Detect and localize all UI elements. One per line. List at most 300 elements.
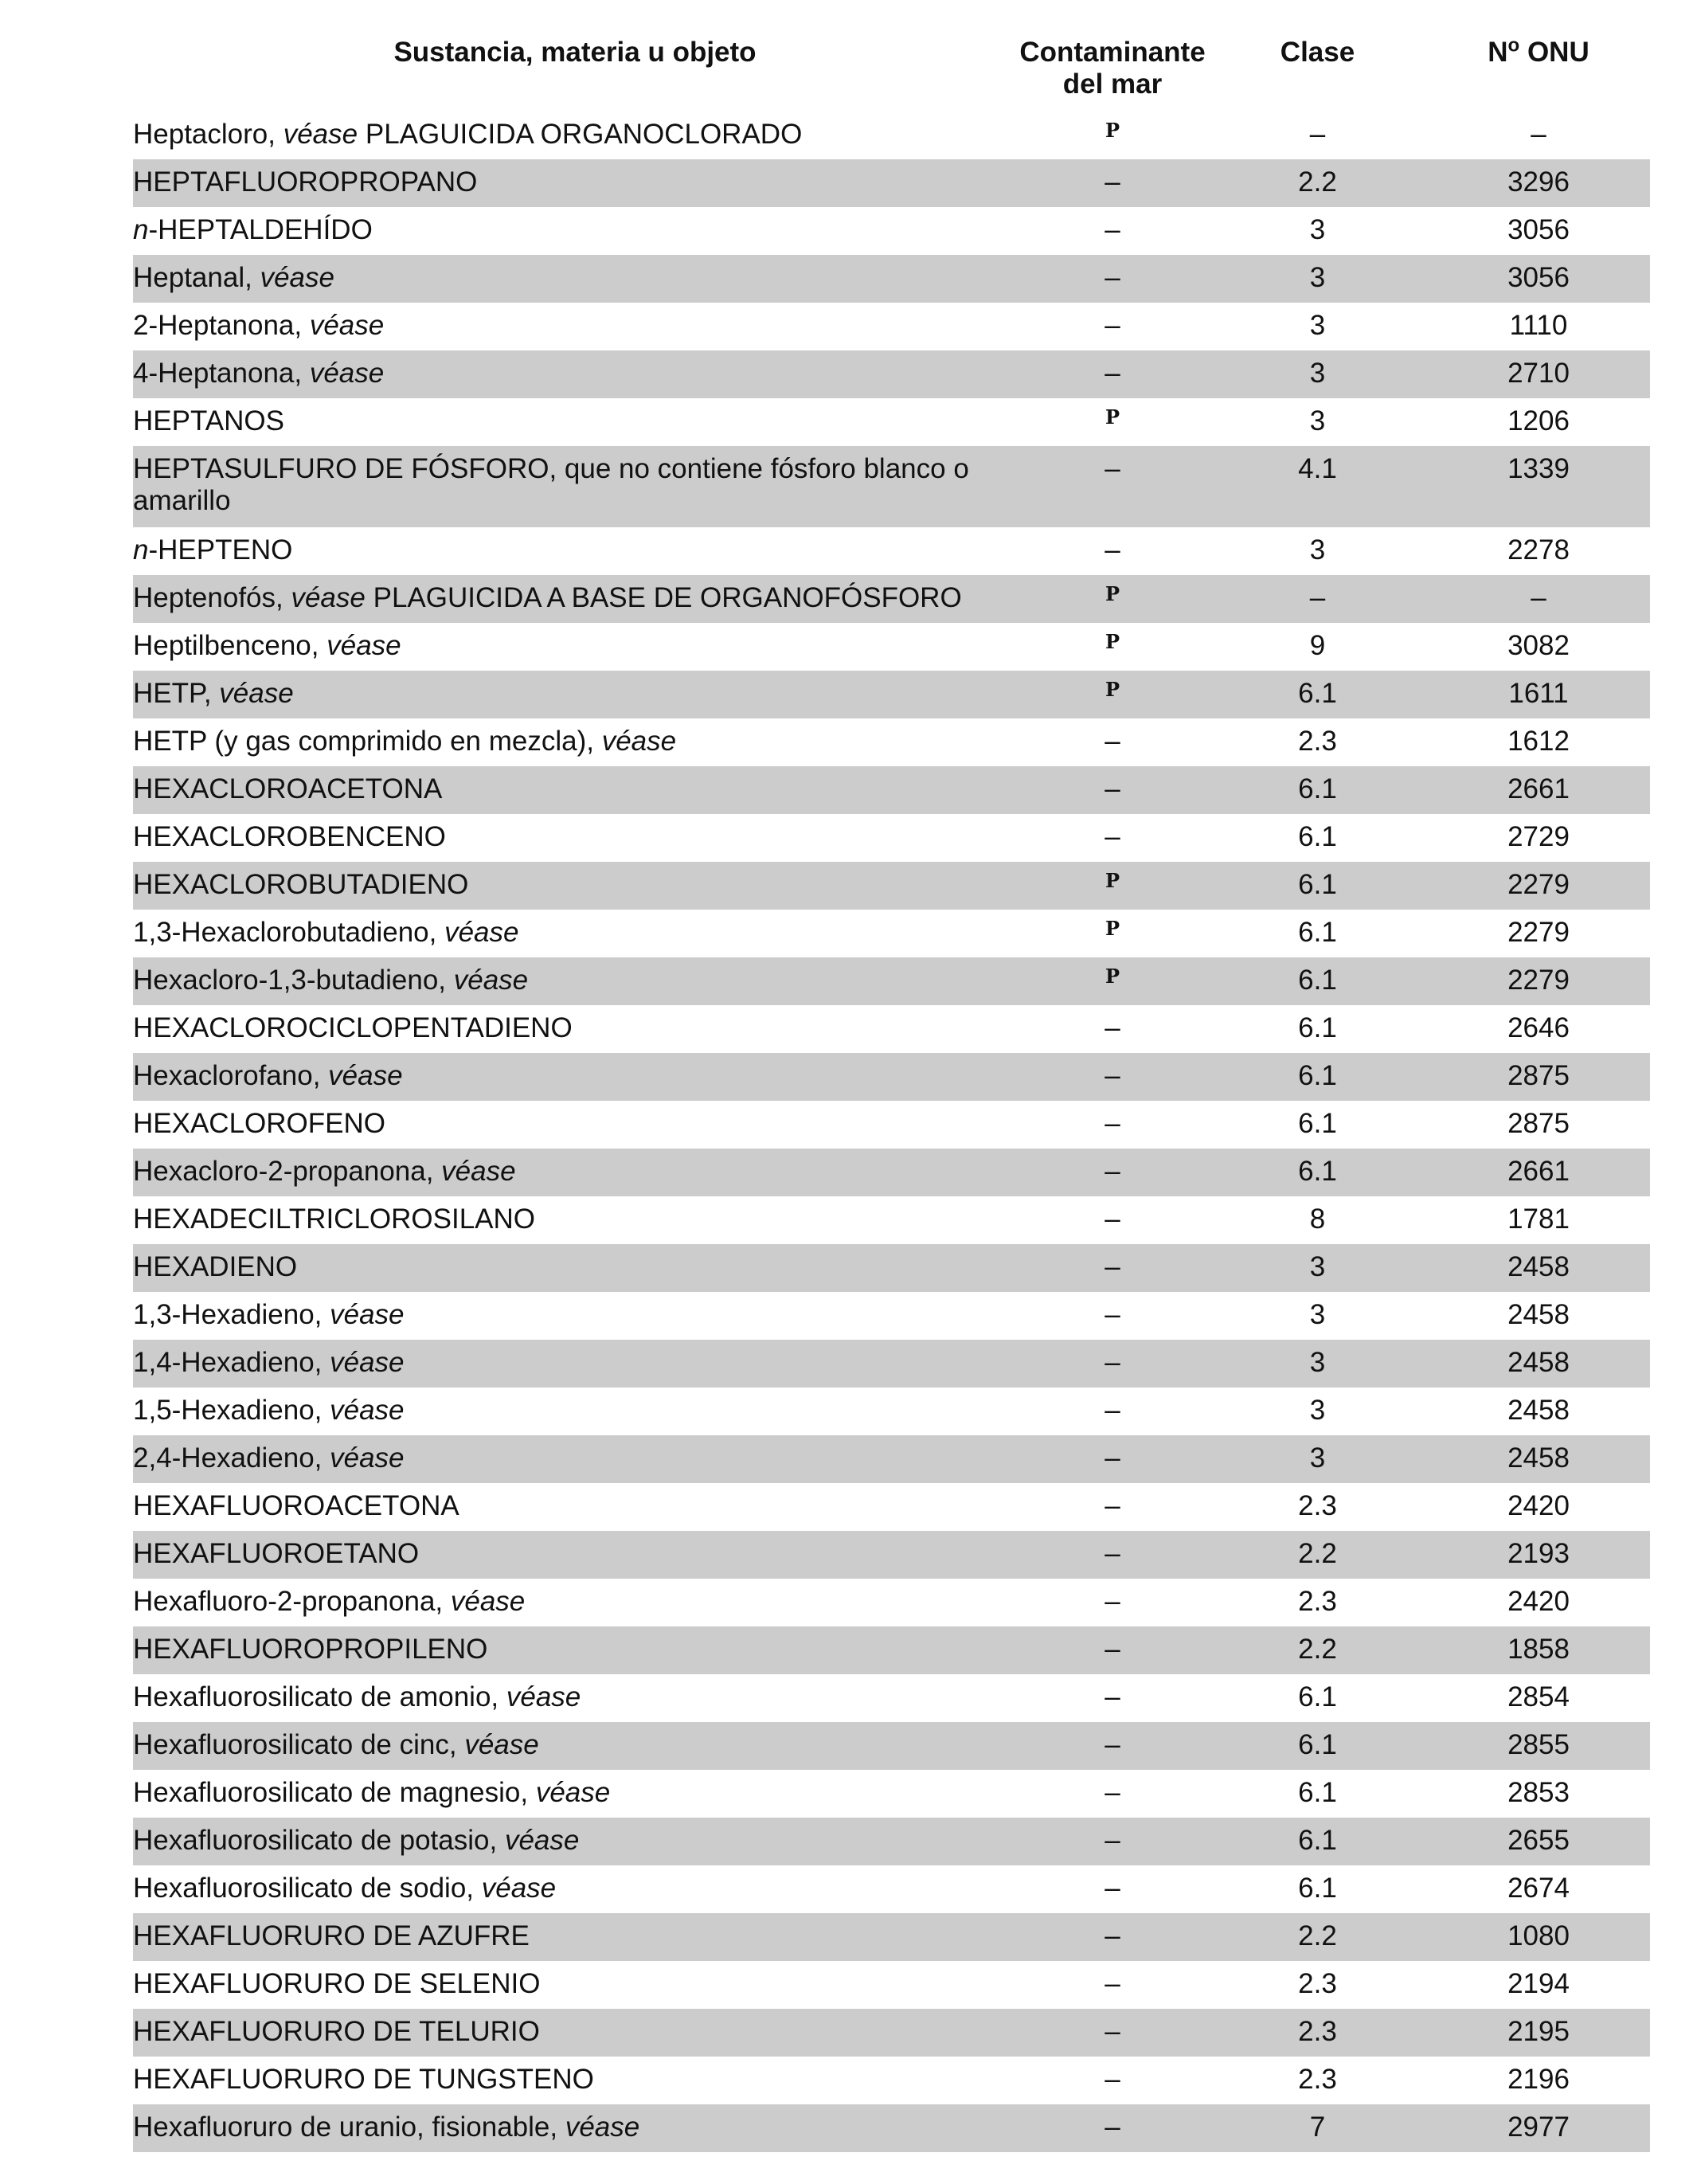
cell-class: 8 [1309,1204,1326,1235]
cell-substance-italic: véase [441,1156,516,1187]
cell-substance-text: HEXAFLUOROETANO [133,1538,420,1569]
cell-substance [133,623,1017,662]
cell-substance-italic: véase [260,262,334,293]
marine-pollutant-mark: – [1105,262,1120,293]
cell-substance [133,1913,1017,1952]
cell-un-number: 2196 [1507,2064,1570,2095]
cell-class: 2.3 [1298,726,1337,757]
cell-substance [133,1244,1017,1283]
cell-substance-italic: véase [291,582,366,613]
cell-un-number: 3296 [1507,166,1570,198]
cell-substance [133,862,1017,901]
cell-class: 3 [1309,1299,1326,1330]
marine-pollutant-mark: P [1105,678,1120,701]
cell-un-number: 2420 [1507,1586,1570,1617]
table-row [133,1626,1650,1674]
cell-class: 6.1 [1298,773,1337,804]
cell-class: 6.1 [1298,1825,1337,1856]
cell-un-number: 2977 [1507,2112,1570,2143]
cell-un-number: 2875 [1507,1108,1570,1139]
cell-substance-text: HEXACLOROBENCENO [133,821,446,852]
cell-class: 2.3 [1298,1586,1337,1617]
cell-substance [133,1961,1017,2000]
table-row [133,2104,1650,2152]
marine-pollutant-mark: – [1105,166,1120,198]
table-row [133,398,1650,446]
cell-marine-pollutant [1017,766,1208,805]
marine-pollutant-mark: – [1105,2064,1120,2095]
cell-substance-italic: véase [506,1681,581,1712]
cell-substance-italic: n [133,534,149,566]
cell-substance-text: HEXAFLUOROACETONA [133,1490,459,1521]
cell-substance [133,527,1017,566]
cell-substance-text: -HEPTENO [148,534,293,566]
cell-un-number: – [1531,119,1546,150]
cell-marine-pollutant [1017,159,1208,198]
cell-marine-pollutant [1017,1913,1208,1952]
cell-marine-pollutant [1017,1722,1208,1761]
cell-marine-pollutant [1017,1961,1208,2000]
cell-class: 6.1 [1298,965,1337,996]
table-row [133,1579,1650,1626]
cell-class: 2.2 [1298,166,1337,198]
cell-substance-italic: véase [219,678,294,709]
cell-substance [133,1818,1017,1857]
cell-marine-pollutant [1017,1388,1208,1427]
cell-un-number: 2458 [1507,1251,1570,1282]
table-row [133,350,1650,398]
marine-pollutant-mark: – [1105,2016,1120,2047]
table-row [133,303,1650,350]
cell-substance-text: HEXACLOROFENO [133,1108,385,1139]
table-row [133,957,1650,1005]
marine-pollutant-mark: – [1105,1442,1120,1474]
cell-substance-text: Hexafluorosilicato de sodio, [133,1873,482,1904]
cell-marine-pollutant [1017,1531,1208,1570]
table-row [133,1101,1650,1149]
cell-substance-text: 1,3-Hexadieno, [133,1299,330,1330]
marine-pollutant-mark: – [1105,1825,1120,1856]
cell-substance-text: HEXACLOROCICLOPENTADIENO [133,1012,573,1043]
cell-substance-text: PLAGUICIDA A BASE DE ORGANOFÓSFORO [365,582,962,613]
cell-un-number: 2646 [1507,1012,1570,1043]
cell-substance-italic: véase [326,630,401,661]
cell-substance [133,1435,1017,1474]
cell-class: – [1309,119,1326,150]
cell-substance [133,1865,1017,1904]
cell-un-number: 2655 [1507,1825,1570,1856]
header-un-number [1427,0,1650,112]
cell-class: 3 [1309,405,1326,436]
cell-class: 3 [1309,310,1326,341]
cell-substance [133,159,1017,198]
cell-substance [133,2057,1017,2096]
cell-substance [133,957,1017,996]
header-un-sup: o [1507,34,1520,57]
table-row [133,1865,1650,1913]
cell-class: 3 [1309,358,1326,389]
cell-substance-text: Hexaclorofano, [133,1060,329,1091]
cell-substance-text: HEPTAFLUOROPROPANO [133,166,478,198]
cell-un-number: – [1531,582,1546,613]
cell-substance-text: Heptanal, [133,262,260,293]
cell-marine-pollutant [1017,1244,1208,1283]
cell-substance [133,1340,1017,1379]
cell-substance [133,718,1017,757]
marine-pollutant-mark: – [1105,1777,1120,1808]
cell-un-number: 1858 [1507,1634,1570,1665]
cell-marine-pollutant [1017,207,1208,246]
cell-marine-pollutant [1017,303,1208,342]
cell-substance [133,207,1017,246]
cell-substance-italic: véase [450,1586,526,1617]
cell-marine-pollutant [1017,398,1208,440]
marine-pollutant-mark: – [1105,2112,1120,2143]
table-row [133,575,1650,623]
header-marine-pollutant: Contaminante del mar [1019,37,1206,100]
table-row [133,2057,1650,2104]
cell-substance [133,1770,1017,1809]
cell-substance-text: HEPTANOS [133,405,284,436]
cell-un-number: 2458 [1507,1347,1570,1378]
cell-marine-pollutant [1017,623,1208,664]
table-row [133,159,1650,207]
cell-substance-text: Hexacloro-2-propanona, [133,1156,442,1187]
cell-class: 2.2 [1298,1920,1337,1951]
cell-substance [133,1005,1017,1044]
cell-substance [133,671,1017,710]
cell-marine-pollutant [1017,1292,1208,1331]
table-row [133,623,1650,671]
cell-class: 3 [1309,1442,1326,1474]
cell-class: 6.1 [1298,1681,1337,1712]
cell-un-number: 2279 [1507,869,1570,900]
cell-class: 6.1 [1298,1156,1337,1187]
cell-marine-pollutant [1017,255,1208,294]
cell-substance [133,814,1017,853]
cell-substance-text: Hexacloro-1,3-butadieno, [133,965,454,996]
cell-substance-text: -HEPTALDEHÍDO [148,214,373,245]
cell-substance-italic: véase [444,917,519,948]
marine-pollutant-mark: P [1105,965,1120,988]
cell-un-number: 1110 [1509,310,1568,341]
table-row [133,1531,1650,1579]
cell-substance-text: Hexafluorosilicato de cinc, [133,1729,465,1760]
cell-un-number: 2194 [1507,1968,1570,1999]
cell-un-number: 1206 [1507,405,1570,436]
cell-substance-italic: véase [330,1347,405,1378]
cell-substance-text: 4-Heptanona, [133,358,310,389]
cell-un-number: 2458 [1507,1442,1570,1474]
cell-class: 6.1 [1298,1060,1337,1091]
cell-substance [133,2104,1017,2143]
marine-pollutant-mark: – [1105,1490,1120,1521]
table-row [133,862,1650,910]
cell-substance-text: Hexafluorosilicato de potasio, [133,1825,505,1856]
cell-un-number: 2854 [1507,1681,1570,1712]
cell-substance [133,255,1017,294]
cell-substance-italic: n [133,214,149,245]
cell-marine-pollutant [1017,1149,1208,1188]
table-row [133,527,1650,575]
cell-class: 6.1 [1298,1873,1337,1904]
cell-marine-pollutant [1017,1435,1208,1474]
cell-marine-pollutant [1017,1340,1208,1379]
cell-substance-italic: véase [328,1060,403,1091]
cell-substance [133,1674,1017,1713]
cell-substance-text: HEXAFLUORURO DE AZUFRE [133,1920,530,1951]
marine-pollutant-mark: – [1105,1538,1120,1569]
marine-pollutant-mark: – [1105,453,1120,484]
cell-substance-text: 1,5-Hexadieno, [133,1395,330,1426]
cell-substance-italic: véase [481,1873,557,1904]
marine-pollutant-mark: – [1105,1634,1120,1665]
cell-class: 4.1 [1298,453,1337,484]
cell-class: 2.3 [1298,1490,1337,1521]
marine-pollutant-mark: P [1105,869,1120,892]
cell-substance-italic: véase [283,119,358,150]
header-class: Clase [1280,37,1355,68]
cell-class: 2.3 [1298,2064,1337,2095]
marine-pollutant-mark: P [1105,119,1120,142]
cell-substance-text: HEXADECILTRICLOROSILANO [133,1204,536,1235]
cell-un-number: 2729 [1507,821,1570,852]
cell-substance-text: 2-Heptanona, [133,310,310,341]
table-row [133,1005,1650,1053]
cell-class: 6.1 [1298,1777,1337,1808]
marine-pollutant-mark: – [1105,1108,1120,1139]
dangerous-goods-table [133,0,1650,2152]
cell-un-number: 2193 [1507,1538,1570,1569]
cell-substance-italic: véase [504,1825,580,1856]
cell-un-number: 2661 [1507,1156,1570,1187]
cell-class: 3 [1309,214,1326,245]
cell-marine-pollutant [1017,1101,1208,1140]
cell-substance-text: 2,4-Hexadieno, [133,1442,330,1474]
table-row [133,1292,1650,1340]
marine-pollutant-mark: P [1105,405,1120,429]
cell-substance-italic: véase [309,310,385,341]
marine-pollutant-mark: P [1105,917,1120,940]
cell-class: 6.1 [1298,917,1337,948]
cell-un-number: 2855 [1507,1729,1570,1760]
cell-substance-italic: véase [330,1395,405,1426]
table-row [133,1244,1650,1292]
cell-un-number: 2279 [1507,965,1570,996]
cell-marine-pollutant [1017,957,1208,999]
marine-pollutant-mark: – [1105,1156,1120,1187]
table-header [133,0,1650,112]
cell-substance-text: Hexafluorosilicato de amonio, [133,1681,506,1712]
table-row [133,671,1650,718]
cell-substance-italic: véase [601,726,677,757]
cell-un-number: 1612 [1507,726,1570,757]
cell-marine-pollutant [1017,350,1208,389]
marine-pollutant-mark: – [1105,1395,1120,1426]
cell-substance-text: Heptacloro, [133,119,283,150]
cell-un-number: 2458 [1507,1395,1570,1426]
cell-un-number: 2661 [1507,773,1570,804]
cell-un-number: 1339 [1507,453,1570,484]
cell-substance-text: Heptilbenceno, [133,630,327,661]
cell-substance [133,1388,1017,1427]
cell-substance-italic: véase [330,1442,405,1474]
cell-substance-text: HETP (y gas comprimido en mezcla), [133,726,602,757]
marine-pollutant-mark: – [1105,1012,1120,1043]
table-row [133,718,1650,766]
cell-un-number: 2420 [1507,1490,1570,1521]
cell-marine-pollutant [1017,2057,1208,2096]
cell-class: 3 [1309,534,1326,566]
cell-class: 3 [1309,1347,1326,1378]
table-row [133,255,1650,303]
cell-class: 3 [1309,1395,1326,1426]
cell-marine-pollutant [1017,718,1208,757]
cell-un-number: 1781 [1507,1204,1570,1235]
cell-class: 9 [1309,630,1326,661]
cell-substance [133,446,1017,517]
cell-class: 7 [1309,2112,1326,2143]
table-row [133,1913,1650,1961]
table-row [133,207,1650,255]
cell-class: 2.3 [1298,1968,1337,1999]
cell-class: 6.1 [1298,1729,1337,1760]
cell-substance-italic: véase [535,1777,611,1808]
cell-substance-text: HEXAFLUOROPROPILENO [133,1634,488,1665]
cell-substance-text: Heptenofós, [133,582,291,613]
cell-substance [133,1626,1017,1665]
marine-pollutant-mark: – [1105,726,1120,757]
cell-marine-pollutant [1017,862,1208,903]
marine-pollutant-mark: P [1105,630,1120,653]
table-row [133,766,1650,814]
marine-pollutant-mark: – [1105,1920,1120,1951]
cell-substance-text: 1,3-Hexaclorobutadieno, [133,917,445,948]
marine-pollutant-mark: P [1105,582,1120,605]
table-row [133,1961,1650,2009]
table-row [133,1196,1650,1244]
cell-un-number: 1611 [1508,678,1569,709]
marine-pollutant-mark: – [1105,1060,1120,1091]
cell-marine-pollutant [1017,1053,1208,1092]
cell-marine-pollutant [1017,1483,1208,1522]
cell-substance [133,2009,1017,2048]
cell-substance [133,350,1017,389]
cell-substance [133,112,1017,151]
cell-substance-text: PLAGUICIDA ORGANOCLORADO [358,119,803,150]
cell-class: 2.2 [1298,1538,1337,1569]
table-row [133,1483,1650,1531]
table-row [133,1149,1650,1196]
cell-substance-text: HEXACLOROACETONA [133,773,443,804]
marine-pollutant-mark: – [1105,214,1120,245]
cell-un-number: 3056 [1507,262,1570,293]
cell-un-number: 2710 [1507,358,1570,389]
marine-pollutant-mark: – [1105,1681,1120,1712]
cell-substance [133,1292,1017,1331]
marine-pollutant-mark: – [1105,773,1120,804]
cell-class: 6.1 [1298,1108,1337,1139]
cell-marine-pollutant [1017,1579,1208,1618]
cell-un-number: 1080 [1507,1920,1570,1951]
table-row [133,814,1650,862]
table-row [133,1674,1650,1722]
cell-substance [133,1101,1017,1140]
cell-marine-pollutant [1017,1196,1208,1235]
cell-marine-pollutant [1017,112,1208,153]
cell-un-number: 2278 [1507,534,1570,566]
cell-substance [133,910,1017,949]
cell-substance-italic: véase [565,2112,640,2143]
cell-class: – [1309,582,1326,613]
cell-substance [133,766,1017,805]
cell-marine-pollutant [1017,1626,1208,1665]
cell-substance [133,303,1017,342]
cell-marine-pollutant [1017,1674,1208,1713]
cell-un-number: 2674 [1507,1873,1570,1904]
cell-substance-text: Hexafluoruro de uranio, fisionable, [133,2112,565,2143]
cell-marine-pollutant [1017,1818,1208,1857]
marine-pollutant-mark: – [1105,310,1120,341]
table-row [133,1053,1650,1101]
table-row [133,910,1650,957]
cell-substance-text: HETP, [133,678,220,709]
cell-substance-italic: véase [464,1729,539,1760]
cell-marine-pollutant [1017,671,1208,712]
cell-un-number: 2279 [1507,917,1570,948]
cell-substance-italic: véase [330,1299,405,1330]
header-un-prefix: N [1488,37,1508,68]
cell-substance-text: HEXAFLUORURO DE TUNGSTENO [133,2064,594,2095]
cell-class: 6.1 [1298,869,1337,900]
table-row [133,1340,1650,1388]
cell-substance [133,398,1017,437]
marine-pollutant-mark: – [1105,358,1120,389]
cell-un-number: 2875 [1507,1060,1570,1091]
cell-class: 3 [1309,262,1326,293]
cell-substance [133,575,1017,614]
cell-substance-text: HEPTASULFURO DE FÓSFORO, que no contiene fósforo blanco o amarillo [133,453,969,516]
marine-pollutant-mark: – [1105,1873,1120,1904]
cell-marine-pollutant [1017,814,1208,853]
table-row [133,1388,1650,1435]
cell-substance-text: Hexafluorosilicato de magnesio, [133,1777,536,1808]
table-row [133,1770,1650,1818]
cell-substance [133,1149,1017,1188]
cell-marine-pollutant [1017,910,1208,951]
cell-substance [133,1579,1017,1618]
cell-un-number: 3082 [1507,630,1570,661]
cell-class: 2.3 [1298,2016,1337,2047]
table-row [133,2009,1650,2057]
marine-pollutant-mark: – [1105,1729,1120,1760]
cell-class: 6.1 [1298,1012,1337,1043]
marine-pollutant-mark: – [1105,1204,1120,1235]
table-row [133,446,1650,527]
header-substance: Sustancia, materia u objeto [393,37,757,68]
marine-pollutant-mark: – [1105,534,1120,566]
marine-pollutant-mark: – [1105,821,1120,852]
cell-substance-text: HEXACLOROBUTADIENO [133,869,469,900]
marine-pollutant-mark: – [1105,1968,1120,1999]
cell-class: 3 [1309,1251,1326,1282]
cell-substance-text: HEXADIENO [133,1251,298,1282]
table-row [133,112,1650,159]
cell-marine-pollutant [1017,527,1208,566]
cell-marine-pollutant [1017,446,1208,485]
table-row [133,1722,1650,1770]
cell-class: 2.2 [1298,1634,1337,1665]
